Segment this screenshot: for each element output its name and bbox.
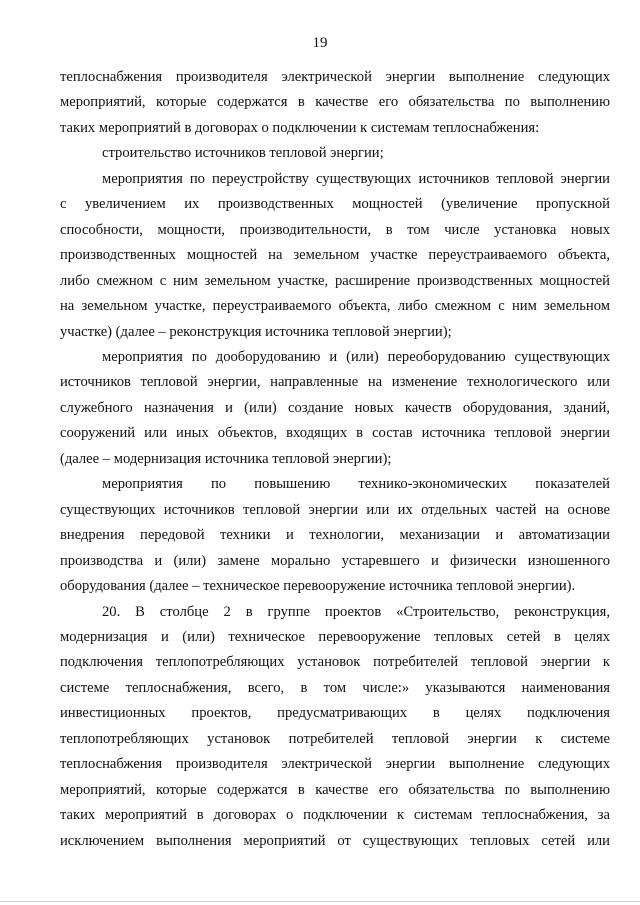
text-line: мероприятия по переустройству существующих источников тепловой энергии <box>102 170 610 187</box>
text-line: теплоснабжения производителя электрической энергии выполнение следующих <box>60 69 610 85</box>
text-line: мероприятия по дооборудованию и (или) переоборудованию существующих <box>102 348 610 365</box>
document-body <box>60 65 610 854</box>
text-line: инвестиционных проектов, предусматривающих в целях подключения <box>60 705 610 722</box>
text-line: оборудования (далее – техническое перевооружение источника тепловой энергии). <box>60 578 576 595</box>
text-line: мероприятия по повышению технико-экономических показателей <box>102 476 610 493</box>
text-line: модернизация и (или) техническое перевооружение тепловых сетей в целях <box>60 628 610 645</box>
text-line: 20. В столбце 2 в группе проектов «Строительство, реконструкция, <box>102 603 610 620</box>
text-line: либо смежном с ним земельном участке, расширение производственных мощностей <box>60 272 610 289</box>
text-line: производственных мощностей на земельном участке переустраиваемого объекта, <box>60 247 610 264</box>
page-number: 19 <box>312 35 328 51</box>
text-line: служебного назначения и (или) создание новых качеств оборудования, зданий, <box>60 399 610 416</box>
text-line: производства и (или) замене морально устаревшего и физически изношенного <box>60 552 610 569</box>
text-line: участке) (далее – реконструкция источника тепловой энергии); <box>60 323 452 340</box>
text-line: существующих источников тепловой энергии или их отдельных частей на основе <box>60 501 610 518</box>
text-line: сооружений или иных объектов, входящих в состав источника тепловой энергии <box>60 425 610 442</box>
text-line: подключения теплопотребляющих установок потребителей тепловой энергии к <box>60 654 610 671</box>
text-line: таких мероприятий в договорах о подключении к системам теплоснабжения, за <box>60 807 610 824</box>
text-line: источников тепловой энергии, направленные на изменение технологического или <box>60 374 610 391</box>
page-bottom-edge <box>0 901 640 902</box>
text-line: на земельном участке, переустраиваемого объекта, либо смежном с ним земельном <box>60 298 610 315</box>
text-line: теплоснабжения производителя электрической энергии выполнение следующих <box>60 756 610 773</box>
text-line: (далее – модернизация источника тепловой энергии); <box>60 450 392 467</box>
text-line: с увеличением их производственных мощностей (увеличение пропускной <box>60 196 610 213</box>
text-line: строительство источников тепловой энергии; <box>102 145 384 162</box>
text-line: исключением выполнения мероприятий от существующих тепловых сетей или <box>60 832 610 849</box>
text-line: мероприятий, которые содержатся в качестве его обязательства по выполнению <box>60 94 610 111</box>
text-line: внедрения передовой техники и технологии, механизации и автоматизации <box>60 527 610 544</box>
text-line: системе теплоснабжения, всего, в том числе:» указываются наименования <box>60 679 610 696</box>
text-line: способности, мощности, производительности, в том числе установка новых <box>60 221 610 238</box>
text-line: мероприятий, которые содержатся в качестве его обязательства по выполнению <box>60 781 610 798</box>
text-line: таких мероприятий в договорах о подключении к системам теплоснабжения: <box>60 119 540 136</box>
text-line: теплопотребляющих установок потребителей тепловой энергии к системе <box>60 730 610 747</box>
